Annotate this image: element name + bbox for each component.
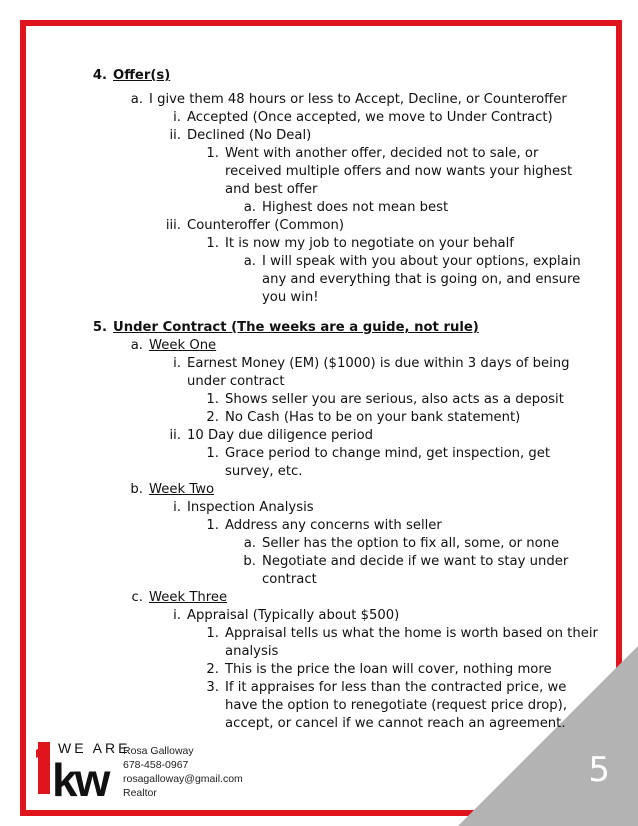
outline-line	[243, 535, 560, 553]
outline-line	[173, 109, 553, 127]
outline-marker: i.	[173, 608, 181, 623]
outline-text: and best offer	[225, 182, 318, 197]
logo-tagline: WE ARE	[58, 740, 131, 756]
outline-marker: b.	[130, 482, 143, 497]
outline-text: Week Two	[149, 482, 215, 497]
outline-marker: i.	[173, 356, 181, 371]
agent-name: Rosa Galloway	[123, 745, 194, 757]
outline-line	[130, 481, 215, 499]
outline-line	[225, 463, 302, 481]
outline-marker: c.	[131, 590, 143, 605]
outline-line	[262, 289, 319, 307]
outline-line	[206, 661, 552, 679]
outline-line	[92, 67, 171, 85]
outline-text: analysis	[225, 644, 279, 659]
outline-text: Appraisal (Typically about $500)	[187, 608, 400, 623]
outline-text: Highest does not mean best	[262, 200, 449, 215]
outline-text: This is the price the loan will cover, nothing more	[225, 662, 552, 677]
outline-text: Week Three	[149, 590, 228, 605]
outline-marker: a.	[130, 92, 143, 107]
outline-text: accept, or cancel if we cannot reach an agreement.	[225, 716, 566, 731]
outline-text: Appraisal tells us what the home is worth based on their	[225, 626, 598, 641]
outline-line	[225, 643, 278, 661]
outline-line	[169, 427, 374, 445]
outline-marker: i.	[173, 110, 181, 125]
outline-line	[130, 91, 567, 109]
outline-line	[225, 697, 567, 715]
outline-marker: 3.	[206, 680, 219, 695]
outline-text: Went with another offer, decided not to sale, or	[225, 146, 539, 161]
outline-text: Under Contract (The weeks are a guide, not rule)	[113, 320, 479, 335]
outline-text: I give them 48 hours or less to Accept, Decline, or Counteroffer	[149, 92, 567, 107]
agent-card	[123, 744, 243, 800]
outline-marker: 1.	[206, 518, 219, 533]
outline-line	[206, 679, 567, 697]
outline-marker: 5.	[92, 320, 107, 335]
outline-line	[173, 355, 570, 373]
outline-line	[206, 445, 551, 463]
outline-text: It is now my job to negotiate on your behalf	[225, 236, 514, 251]
outline-marker: a.	[243, 536, 256, 551]
outline-line	[206, 409, 521, 427]
outline-text: have the option to renegotiate (request price drop),	[225, 698, 568, 713]
outline-text: survey, etc.	[225, 464, 303, 479]
agent-email[interactable]: rosagalloway@gmail.com	[123, 773, 243, 785]
outline-marker: b.	[243, 554, 256, 569]
outline-marker: 2.	[206, 662, 219, 677]
outline-marker: 1.	[206, 626, 219, 641]
outline-text: Counteroffer (Common)	[187, 218, 344, 233]
outline-text: Earnest Money (EM) ($1000) is due within 3 days of being	[187, 356, 570, 371]
outline-text: If it appraises for less than the contracted price, we	[225, 680, 567, 695]
outline-line	[173, 499, 314, 517]
outline-marker: 1.	[206, 236, 219, 251]
outline-text: Address any concerns with seller	[225, 518, 442, 533]
outline-marker: ii.	[169, 128, 181, 143]
page-number: 5	[588, 750, 610, 790]
outline-text: Inspection Analysis	[187, 500, 314, 515]
outline-line	[165, 217, 344, 235]
outline-line	[131, 589, 228, 607]
outline-text: Grace period to change mind, get inspection, get	[225, 446, 551, 461]
outline-text: Accepted (Once accepted, we move to Under Contract)	[187, 110, 553, 125]
outline-line	[187, 373, 285, 391]
outline-line	[243, 253, 581, 271]
outline-text: Offer(s)	[113, 68, 171, 83]
outline-marker: ii.	[169, 428, 181, 443]
outline-line	[92, 319, 479, 337]
outline-text: Shows seller you are serious, also acts as a deposit	[225, 392, 564, 407]
outline-text: No Cash (Has to be on your bank statement)	[225, 410, 521, 425]
outline-line	[206, 391, 564, 409]
outline-text: Declined (No Deal)	[187, 128, 312, 143]
outline-text: under contract	[187, 374, 285, 389]
outline-line	[243, 199, 449, 217]
outline-line	[225, 715, 566, 733]
outline-line	[206, 517, 442, 535]
outline-text: I will speak with you about your options, explain	[262, 254, 581, 269]
outline-line	[262, 571, 317, 589]
outline-line	[169, 127, 312, 145]
outline-line	[262, 271, 580, 289]
agent-title: Realtor	[123, 787, 157, 799]
outline-line	[243, 553, 569, 571]
outline-marker: 1.	[206, 392, 219, 407]
outline-marker: 2.	[206, 410, 219, 425]
outline-marker: a.	[243, 254, 256, 269]
outline-line	[225, 163, 572, 181]
svg-text:kw: kw	[52, 754, 108, 800]
agent-phone: 678-458-0967	[123, 759, 189, 771]
outline-line	[130, 337, 217, 355]
outline-text: Seller has the option to fix all, some, or none	[262, 536, 560, 551]
outline-text: any and everything that is going on, and ensure	[262, 272, 581, 287]
outline-marker: 1.	[206, 146, 219, 161]
outline-text: you win!	[262, 290, 319, 305]
outline-marker: a.	[243, 200, 256, 215]
outline-text: 10 Day due diligence period	[187, 428, 374, 443]
outline-marker: a.	[130, 338, 143, 353]
outline-line	[206, 235, 514, 253]
outline-marker: i.	[173, 500, 181, 515]
outline-text: contract	[262, 572, 317, 587]
outline-marker: 1.	[206, 446, 219, 461]
outline-text: Week One	[149, 338, 217, 353]
outline-text: Negotiate and decide if we want to stay under	[262, 554, 569, 569]
outline-marker: iii.	[165, 218, 181, 233]
outline-line	[225, 181, 317, 199]
outline-line	[173, 607, 400, 625]
outline-line	[206, 625, 598, 643]
outline-text: received multiple offers and now wants your highest	[225, 164, 573, 179]
outline-line	[206, 145, 539, 163]
outline-marker: 4.	[92, 68, 107, 83]
